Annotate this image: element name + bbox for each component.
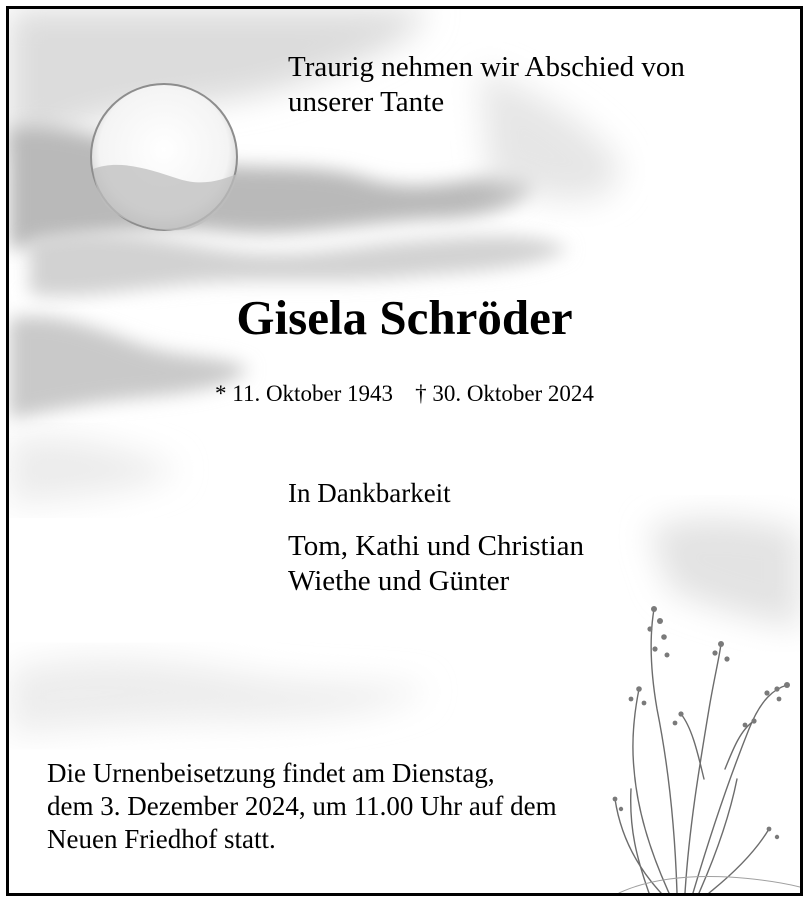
burial-notice (47, 757, 557, 856)
deceased-name: Gisela Schröder (236, 290, 573, 345)
life-dates (9, 380, 800, 408)
death-date: † 30. Oktober 2024 (415, 381, 594, 406)
birth-date: * 11. Oktober 1943 (215, 381, 394, 406)
signer-line: Tom, Kathi und Christian (288, 530, 585, 562)
intro-text (288, 50, 768, 120)
grass-illustration (613, 606, 800, 893)
burial-line: Neuen Friedhof statt. (47, 824, 276, 854)
burial-line: Die Urnenbeisetzung findet am Dienstag, (47, 758, 495, 788)
moon-illustration (91, 84, 237, 230)
burial-line: dem 3. Dezember 2024, um 11.00 Uhr auf dem (47, 791, 557, 821)
thanks-line: In Dankbarkeit (288, 478, 451, 508)
signers (288, 529, 584, 599)
intro-line: Traurig nehmen wir Abschied von (288, 51, 685, 83)
signer-line: Wiethe und Günter (288, 565, 510, 597)
intro-line: unserer Tante (288, 86, 445, 118)
obituary-notice (6, 6, 803, 896)
